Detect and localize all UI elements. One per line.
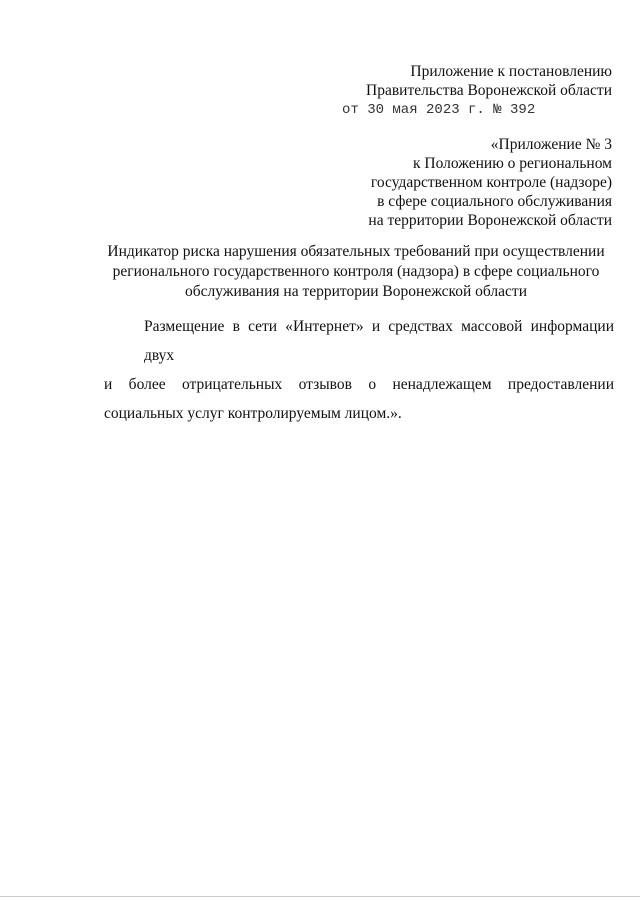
document-title [100,242,612,302]
header-line-1: Приложение к постановлению [410,63,612,80]
title-line: обслуживания на территории Воронежской области [185,283,527,300]
appendix-line: в сфере социального обслуживания [377,193,612,210]
appendix-line: «Приложение № 3 [490,136,612,153]
scan-edge-line [0,896,640,897]
document-date-number: от 30 мая 2023 г. № 392 [342,102,536,118]
body-line: и более отрицательных отзывов о ненадлежащем предоставлении [104,376,614,393]
body-paragraph [104,312,614,428]
body-line: Размещение в сети «Интернет» и средствах массовой информации двух [144,318,614,364]
title-line: Индикатор риска нарушения обязательных требований при осуществлении [107,243,605,260]
title-line: регионального государственного контроля (надзора) в сфере социального [112,263,600,280]
appendix-line: к Положению о региональном [412,155,612,172]
appendix-line: на территории Воронежской области [368,212,612,229]
body-line: социальных услуг контролируемым лицом.». [104,405,402,422]
header-line-2: Правительства Воронежской области [366,82,612,99]
appendix-line: государственном контроле (надзоре) [370,174,612,191]
